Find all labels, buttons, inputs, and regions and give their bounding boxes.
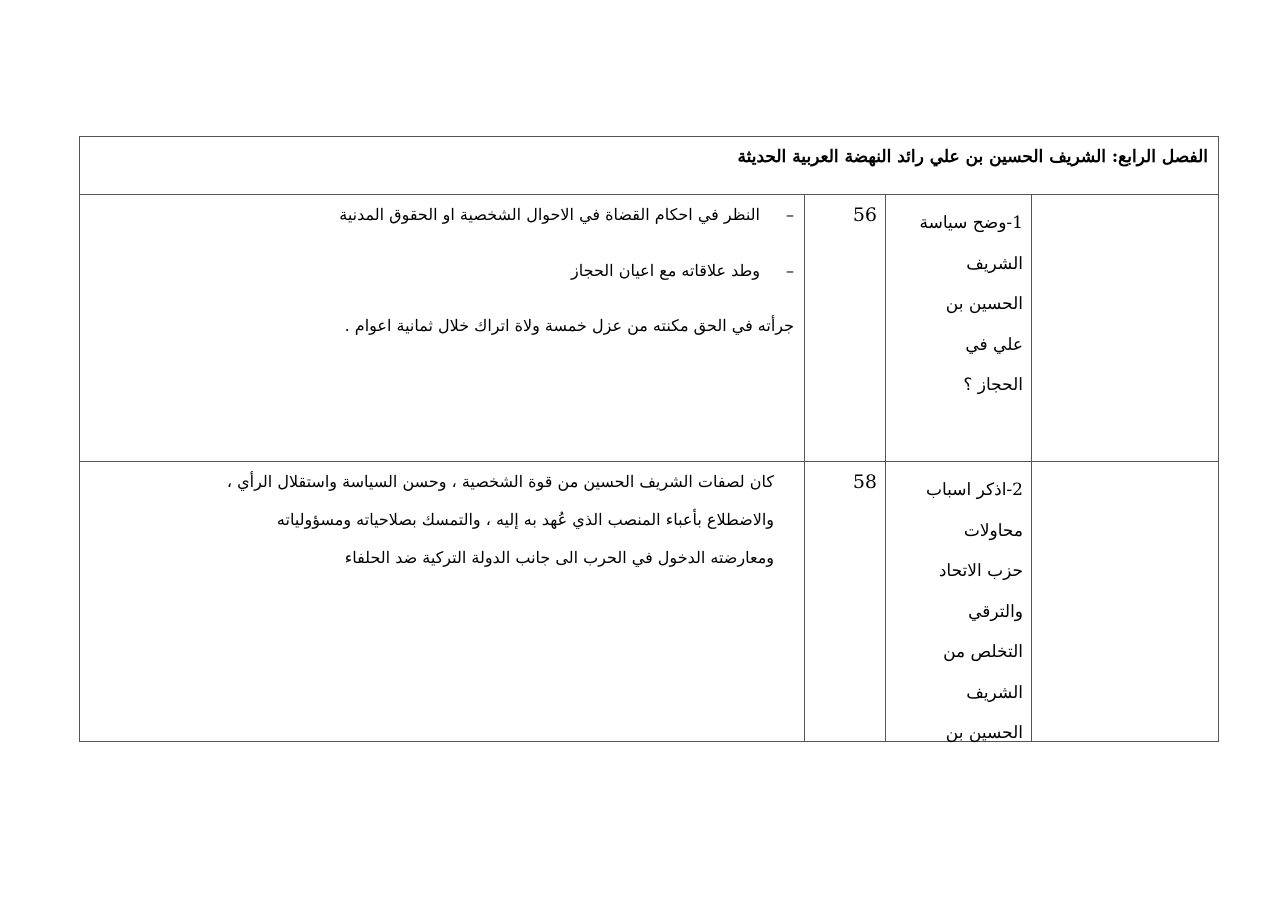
question-line: 2-اذكر اسباب [925,480,1023,500]
question-line: الشريف [966,253,1023,274]
page-number: 56 [852,204,877,226]
question-line: علي في [965,334,1023,355]
question-cell [885,195,1031,461]
question-line: التخلص من [943,642,1023,662]
question-line: حزب الاتحاد [938,561,1023,581]
question-line: محاولات [963,520,1023,541]
question-cell [885,462,1031,742]
chapter-title: الفصل الرابع: الشريف الحسين بن علي رائد النهضة العربية الحديثة [737,147,1208,167]
answer-line: جرأته في الحق مكنته من عزل خمسة ولاة اتراك خلال ثمانية اعوام . [344,316,794,335]
answer-cell [80,462,804,742]
table-row [80,462,1218,742]
question-text [926,470,1023,754]
page-number-cell [804,195,885,461]
question-text [919,203,1023,406]
question-line: الحجاز ؟ [963,375,1023,395]
chapter-title-row [80,137,1218,195]
question-line: الحسين بن [945,294,1023,314]
answer-cell [80,195,804,461]
question-line: الحسين بن [945,723,1023,743]
answer-line: كان لصفات الشريف الحسين من قوة الشخصية ، وحسن السياسة واستقلال الرأي ، [226,472,774,491]
answer-line: والاضطلاع بأعباء المنصب الذي عُهد به إليه ، والتمسك بصلاحياته ومسؤولياته [276,510,774,529]
blank-cell [1031,195,1219,461]
answer-line: – وطد علاقاته مع اعيان الحجاز [571,261,794,280]
question-table [79,136,1219,742]
question-line: والترقي [968,601,1023,622]
page-number: 58 [852,471,877,493]
blank-cell [1031,462,1219,742]
question-line: الشريف [966,682,1023,703]
question-line: 1-وضح سياسة [919,213,1023,233]
answer-line: – النظر في احكام القضاة في الاحوال الشخصية او الحقوق المدنية [339,205,794,224]
table-row [80,195,1218,462]
answer-line: ومعارضته الدخول في الحرب الى جانب الدولة التركية ضد الحلفاء [344,548,774,567]
page-number-cell [804,462,885,742]
